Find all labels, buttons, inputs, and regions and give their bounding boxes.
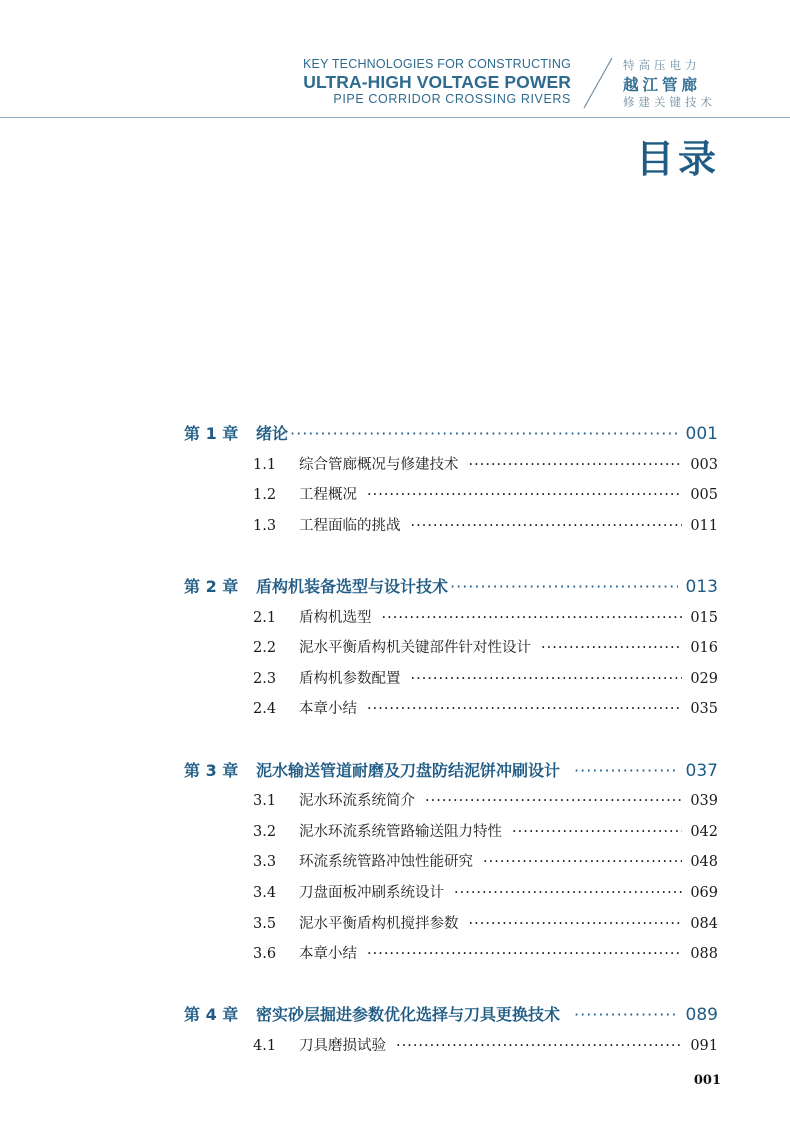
section-page: 069: [690, 885, 718, 901]
dot-leader: [541, 640, 682, 656]
toc-section-3-3[interactable]: [253, 850, 718, 871]
dot-leader: [396, 1038, 682, 1054]
chapter-title: 绪论: [256, 424, 289, 443]
section-title: 综合管廊概况与修建技术: [299, 457, 459, 473]
section-page: 039: [690, 793, 718, 809]
toc-section-2-3[interactable]: [253, 667, 718, 688]
header-chinese-line-1: 特高压电力: [623, 58, 701, 72]
section-number: 3.4: [253, 885, 277, 901]
header-english-line-2: ULTRA-HIGH VOLTAGE POWER: [303, 72, 571, 92]
chapter-number: 第 3 章: [184, 761, 239, 780]
dot-leader: [574, 1005, 678, 1024]
toc-section-3-1[interactable]: [253, 789, 718, 810]
section-number: 3.5: [253, 916, 277, 932]
toc-chapter-4[interactable]: [184, 1002, 718, 1025]
section-number: 3.6: [253, 946, 277, 962]
chapter-page: 001: [685, 424, 718, 444]
section-title: 环流系统管路冲蚀性能研究: [299, 854, 473, 870]
page-title: 目录: [635, 137, 720, 181]
section-page: 029: [690, 671, 718, 687]
header-english-line-1: KEY TECHNOLOGIES FOR CONSTRUCTING: [303, 57, 571, 71]
toc-chapter-1[interactable]: [184, 421, 718, 444]
section-number: 3.1: [253, 793, 277, 809]
chapter-title: 密实砂层掘进参数优化选择与刀具更换技术: [256, 1005, 561, 1024]
dot-leader: [512, 824, 682, 840]
section-title: 本章小结: [299, 701, 357, 717]
section-title: 泥水环流系统管路输送阻力特性: [299, 824, 502, 840]
chapter-number: 第 1 章: [184, 424, 239, 443]
dot-leader: [367, 701, 682, 717]
toc-section-4-1[interactable]: [253, 1034, 718, 1055]
toc-section-3-5[interactable]: [253, 912, 718, 933]
toc-section-1-2[interactable]: [253, 483, 718, 504]
section-page: 048: [690, 854, 718, 870]
chapter-number: 第 2 章: [184, 577, 239, 596]
section-title: 工程概况: [299, 487, 357, 503]
dot-leader: [454, 885, 682, 901]
header-english-line-3: PIPE CORRIDOR CROSSING RIVERS: [333, 92, 571, 106]
toc-section-1-3[interactable]: [253, 514, 718, 535]
header-chinese-line-2: 越江管廊: [623, 76, 702, 94]
section-title: 盾构机参数配置: [299, 671, 401, 687]
chapter-title: 盾构机装备选型与设计技术: [256, 577, 449, 596]
section-number: 3.2: [253, 824, 277, 840]
section-page: 088: [690, 946, 718, 962]
toc-chapter-3[interactable]: [184, 758, 718, 781]
dot-leader: [469, 457, 683, 473]
dot-leader: [574, 761, 678, 780]
page-number: 001: [693, 1073, 721, 1088]
dot-leader: [483, 854, 682, 870]
chapter-title: 泥水输送管道耐磨及刀盘防结泥饼冲刷设计: [256, 761, 561, 780]
section-number: 3.3: [253, 854, 277, 870]
dot-leader: [367, 946, 682, 962]
dot-leader: [411, 671, 683, 687]
section-number: 2.3: [253, 671, 277, 687]
section-number: 4.1: [253, 1038, 277, 1054]
section-page: 035: [690, 701, 718, 717]
chapter-page: 013: [685, 577, 718, 597]
toc-section-3-2[interactable]: [253, 820, 718, 841]
section-number: 2.2: [253, 640, 277, 656]
section-title: 泥水平衡盾构机关键部件针对性设计: [299, 640, 531, 656]
section-page: 005: [690, 487, 718, 503]
toc-section-1-1[interactable]: [253, 453, 718, 474]
header-slash-divider: [578, 54, 618, 112]
chapter-page: 089: [685, 1005, 718, 1025]
section-number: 2.1: [253, 610, 277, 626]
dot-leader: [367, 487, 682, 503]
section-page: 015: [690, 610, 718, 626]
dot-leader: [290, 424, 678, 443]
section-page: 016: [690, 640, 718, 656]
toc-section-2-2[interactable]: [253, 636, 718, 657]
toc-section-3-6[interactable]: [253, 942, 718, 963]
section-number: 2.4: [253, 701, 277, 717]
section-title: 泥水环流系统简介: [299, 793, 415, 809]
dot-leader: [411, 518, 683, 534]
dot-leader: [382, 610, 683, 626]
dot-leader: [425, 793, 682, 809]
section-number: 1.3: [253, 518, 277, 534]
section-title: 盾构机选型: [299, 610, 372, 626]
section-page: 091: [690, 1038, 718, 1054]
section-number: 1.2: [253, 487, 277, 503]
section-title: 泥水平衡盾构机搅拌参数: [299, 916, 459, 932]
section-number: 1.1: [253, 457, 277, 473]
section-page: 042: [690, 824, 718, 840]
section-page: 011: [690, 518, 718, 534]
section-title: 刀具磨损试验: [299, 1038, 386, 1054]
section-page: 003: [690, 457, 718, 473]
section-title: 工程面临的挑战: [299, 518, 401, 534]
toc-section-3-4[interactable]: [253, 881, 718, 902]
toc-section-2-4[interactable]: [253, 697, 718, 718]
toc-section-2-1[interactable]: [253, 606, 718, 627]
section-title: 刀盘面板冲刷系统设计: [299, 885, 444, 901]
dot-leader: [469, 916, 683, 932]
toc-chapter-2[interactable]: [184, 574, 718, 597]
section-title: 本章小结: [299, 946, 357, 962]
chapter-number: 第 4 章: [184, 1005, 239, 1024]
section-page: 084: [690, 916, 718, 932]
chapter-page: 037: [685, 761, 718, 781]
header-chinese-line-3: 修建关键技术: [623, 95, 716, 109]
header-rule: [0, 117, 790, 118]
dot-leader: [450, 577, 678, 596]
